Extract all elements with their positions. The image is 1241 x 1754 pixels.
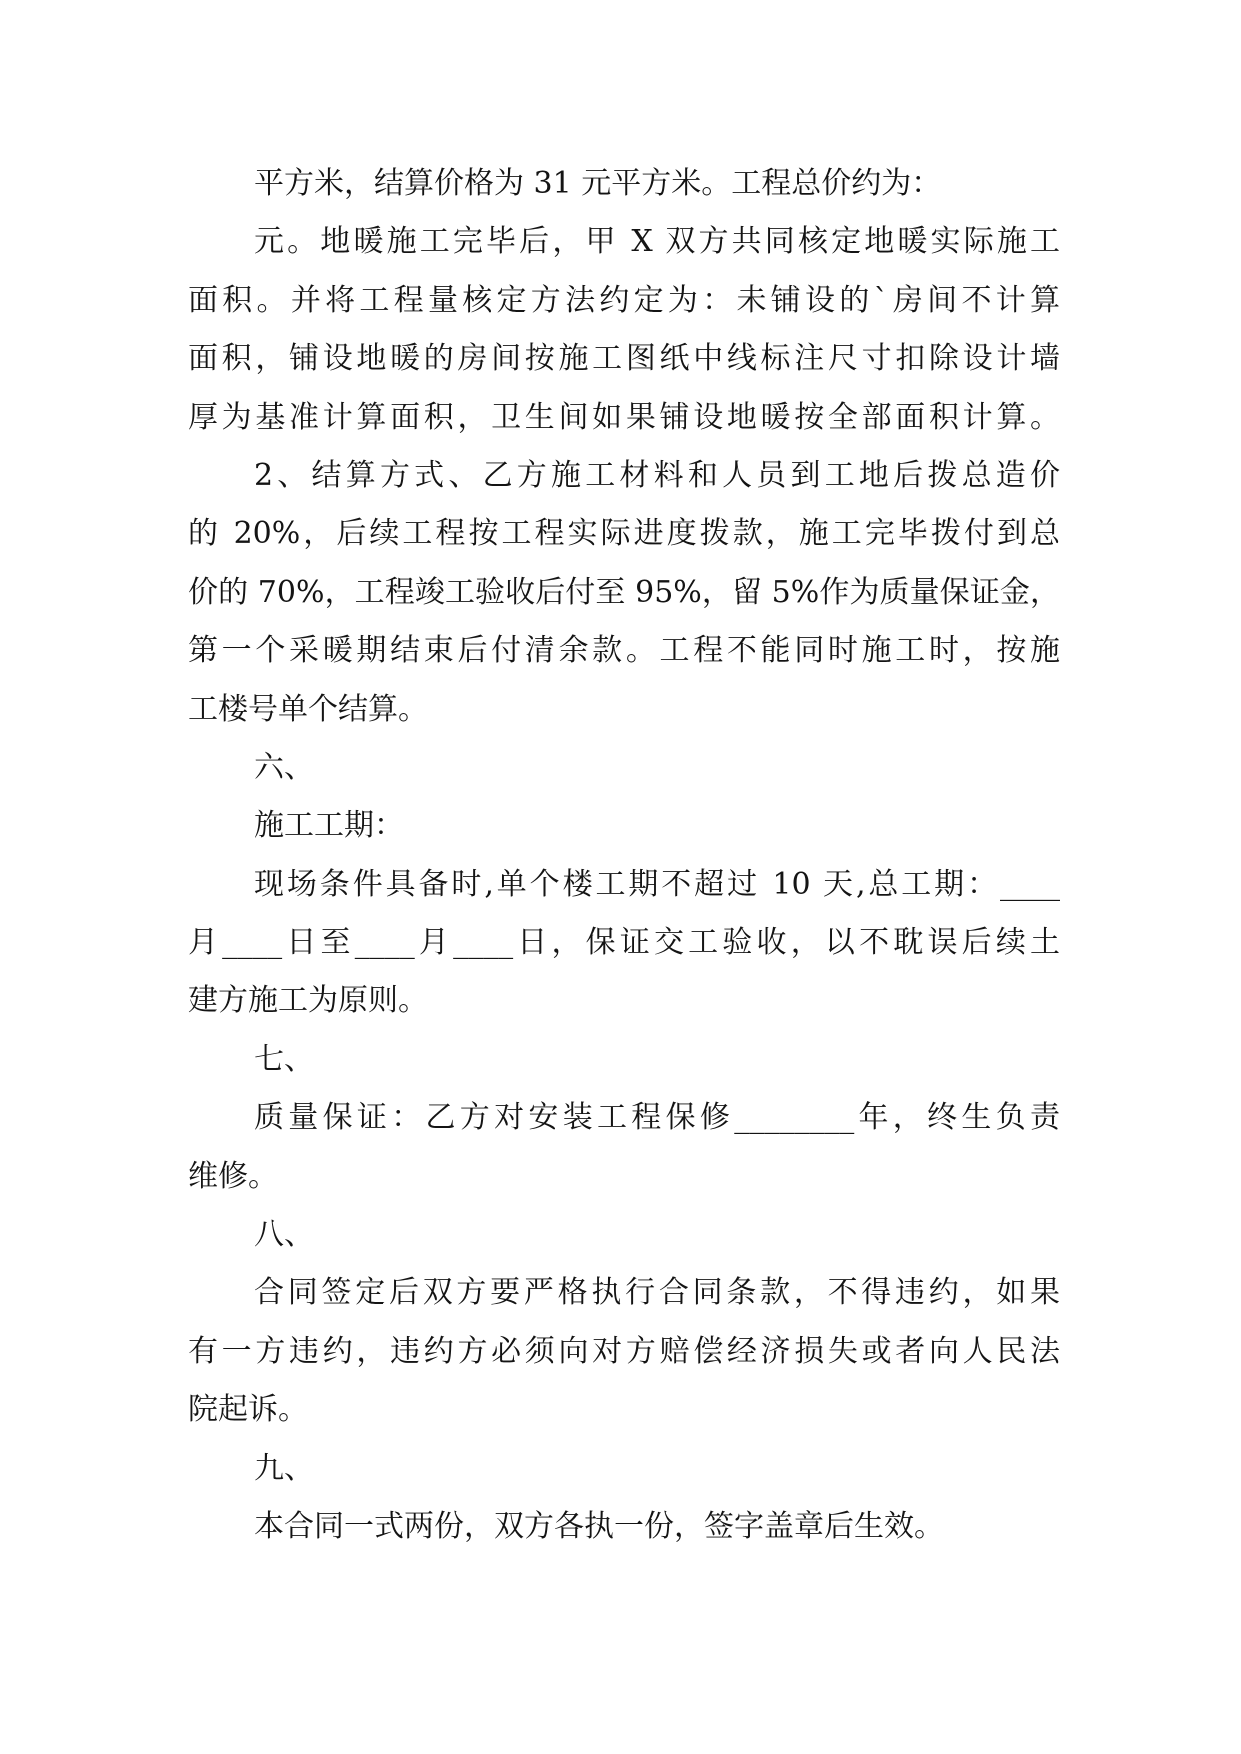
paragraph bbox=[188, 1498, 1060, 1556]
paragraph bbox=[188, 213, 1060, 447]
document-body bbox=[188, 155, 1060, 1556]
section-heading bbox=[188, 1440, 1060, 1498]
paragraph bbox=[188, 155, 1060, 213]
paragraph-line: 有一方违约，违约方必须向对方赔偿经济损失或者向人民法 bbox=[188, 1333, 1060, 1369]
paragraph-line: 价的 70%，工程竣工验收后付至 95%，留 5%作为质量保证金， bbox=[188, 574, 1060, 610]
paragraph-line: 维修。 bbox=[188, 1158, 278, 1194]
paragraph-line: 本合同一式两份，双方各执一份，签字盖章后生效。 bbox=[254, 1508, 944, 1544]
paragraph-line: 面积，铺设地暖的房间按施工图纸中线标注尺寸扣除设计墙 bbox=[188, 341, 1060, 377]
paragraph-line: 元。地暖施工完毕后，甲 X 双方共同核定地暖实际施工 bbox=[254, 224, 1060, 260]
paragraph-line: 面积。并将工程量核定方法约定为：未铺设的`房间不计算 bbox=[188, 282, 1060, 318]
paragraph-line: 建方施工为原则。 bbox=[188, 983, 428, 1019]
section-number: 七、 bbox=[254, 1041, 314, 1077]
paragraph-line: 质量保证：乙方对安装工程保修________年，终生负责 bbox=[254, 1100, 1060, 1136]
paragraph bbox=[188, 856, 1060, 1031]
paragraph-line: 工楼号单个结算。 bbox=[188, 691, 428, 727]
paragraph-line: 现场条件具备时,单个楼工期不超过 10 天,总工期：____ bbox=[254, 866, 1060, 902]
paragraph-line: 月____日至____月____日，保证交工验收，以不耽误后续土 bbox=[188, 925, 1060, 961]
paragraph bbox=[188, 1089, 1060, 1206]
section-heading bbox=[188, 1031, 1060, 1089]
paragraph-line: 厚为基准计算面积，卫生间如果铺设地暖按全部面积计算。 bbox=[188, 399, 1060, 435]
paragraph bbox=[188, 1264, 1060, 1439]
paragraph bbox=[188, 447, 1060, 739]
paragraph-line: 合同签定后双方要严格执行合同条款，不得违约，如果 bbox=[254, 1275, 1060, 1311]
paragraph-line: 院起诉。 bbox=[188, 1392, 308, 1428]
section-number: 六、 bbox=[254, 749, 314, 785]
section-number: 八、 bbox=[254, 1217, 314, 1253]
paragraph-line: 平方米，结算价格为 31 元平方米。工程总价约为： bbox=[254, 166, 942, 201]
paragraph bbox=[188, 797, 1060, 855]
section-title: 施工工期： bbox=[254, 808, 404, 844]
section-number: 九、 bbox=[254, 1450, 314, 1486]
paragraph-line: 2、结算方式、乙方施工材料和人员到工地后拨总造价 bbox=[254, 457, 1060, 493]
section-heading bbox=[188, 739, 1060, 797]
paragraph-line: 第一个采暖期结束后付清余款。工程不能同时施工时，按施 bbox=[188, 633, 1060, 669]
section-heading bbox=[188, 1206, 1060, 1264]
paragraph-line: 的 20%，后续工程按工程实际进度拨款，施工完毕拨付到总 bbox=[188, 516, 1060, 552]
